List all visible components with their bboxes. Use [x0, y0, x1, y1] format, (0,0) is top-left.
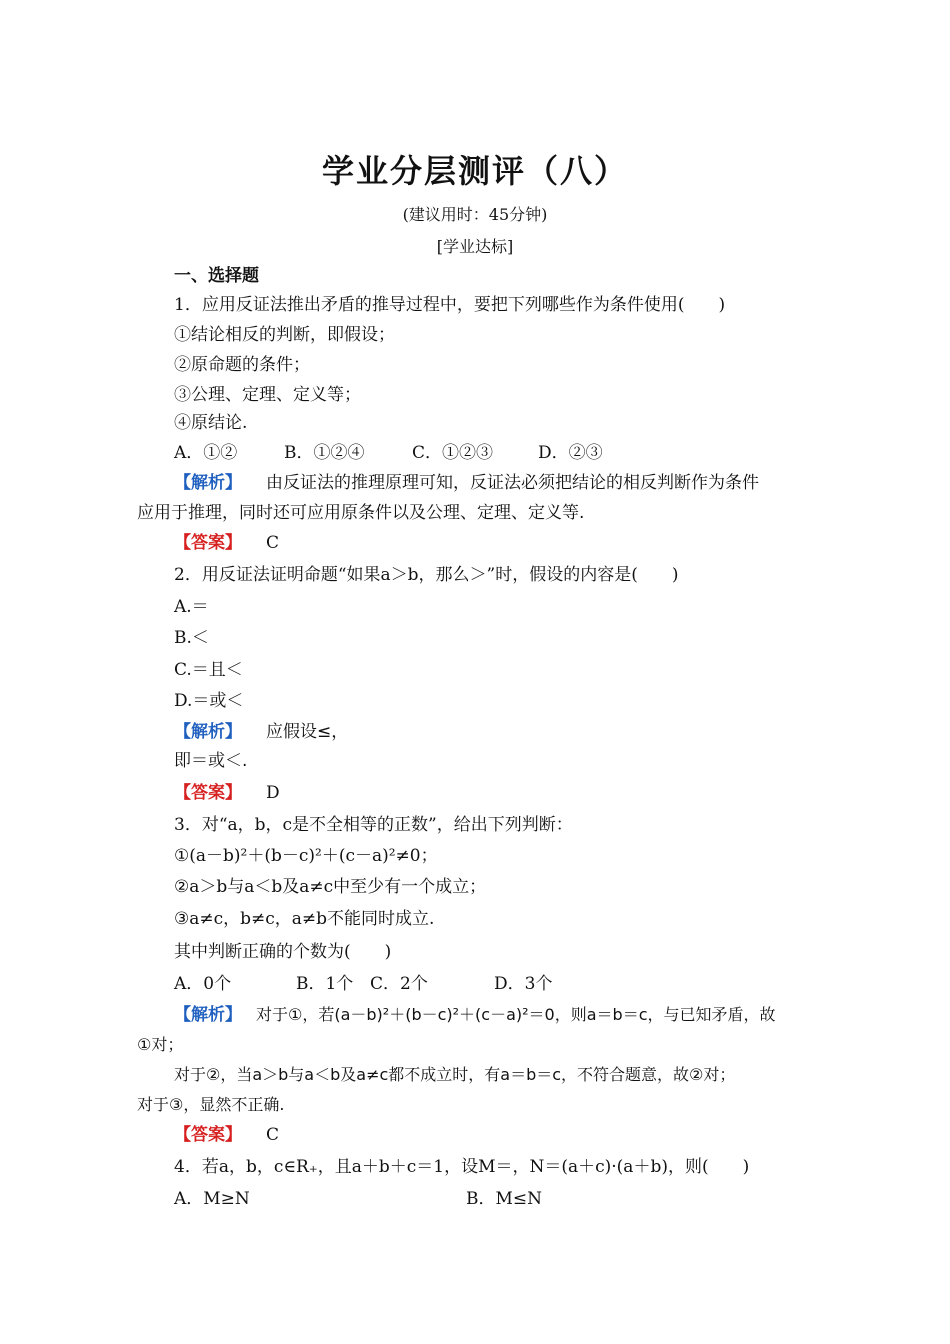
q2-option-a: A.＝: [174, 597, 209, 617]
q2-analysis-text-2: 即＝或＜.: [174, 751, 248, 771]
q4-option-a: A．M≥N: [174, 1189, 250, 1209]
q1-item-3: ③公理、定理、定义等；: [174, 385, 361, 405]
answer-tag: 【答案】: [174, 783, 242, 803]
q1-item-1: ①结论相反的判断，即假设；: [174, 325, 395, 345]
q1-answer-value: C: [266, 533, 280, 553]
q3-options: [174, 973, 552, 995]
q3-analysis-text-4: 对于③，显然不正确.: [137, 1095, 285, 1114]
q1-item-4: ④原结论.: [174, 413, 248, 433]
q2-answer: [174, 782, 280, 804]
q3-question: 其中判断正确的个数为( ): [174, 942, 392, 962]
answer-tag: 【答案】: [174, 533, 242, 553]
q1-option-d: D．②③: [538, 443, 603, 463]
q3-option-a: A．0个: [174, 974, 232, 994]
q3-analysis-text-3: 对于②，当a＞b与a＜b及a≠c都不成立时，有a＝b＝c，不符合题意，故②对；: [174, 1065, 736, 1084]
q3-option-d: D．3个: [494, 974, 553, 994]
analysis-tag: 【解析】: [174, 473, 242, 493]
q1-answer: [174, 532, 279, 554]
q1-analysis-text-1: 由反证法的推理原理可知，反证法必须把结论的相反判断作为条件: [266, 473, 759, 493]
q2-analysis: [174, 721, 348, 743]
q3-analysis: [174, 1004, 776, 1026]
q3-analysis-text-2: ①对；: [137, 1035, 184, 1054]
q4-options: [174, 1188, 542, 1210]
section-tag: [学业达标]: [436, 237, 514, 256]
time-note: (建议用时：45分钟): [402, 205, 548, 224]
page-title: 学业分层测评（八）: [321, 152, 628, 190]
q1-option-b: B．①②④: [284, 443, 365, 463]
q2-option-d: D.＝或＜: [174, 691, 244, 711]
section-heading: 一、选择题: [174, 266, 259, 286]
q2-analysis-text-1: 应假设≤，: [266, 722, 349, 742]
q4-stem: 4．若a，b，c∈R₊，且a＋b＋c＝1，设M＝，N＝(a＋c)·(a＋b)，则( ): [174, 1157, 750, 1177]
answer-tag: 【答案】: [174, 1125, 242, 1145]
q4-option-b: B．M≤N: [466, 1189, 543, 1209]
q1-item-2: ②原命题的条件；: [174, 355, 310, 375]
q1-analysis-text-2: 应用于推理，同时还可应用原条件以及公理、定理、定义等.: [137, 503, 585, 523]
analysis-tag: 【解析】: [174, 1005, 242, 1025]
q1-analysis: [174, 472, 759, 494]
q2-option-b: B.＜: [174, 628, 209, 648]
q2-stem: 2．用反证法证明命题“如果a＞b，那么＞”时，假设的内容是( ): [174, 565, 679, 585]
q2-option-c: C.＝且＜: [174, 660, 243, 680]
q3-stem: 3．对“a，b，c是不全相等的正数”，给出下列判断：: [174, 815, 573, 835]
q3-item-1: ①(a－b)²＋(b－c)²＋(c－a)²≠0；: [174, 846, 438, 866]
q1-option-c: C．①②③: [412, 443, 494, 463]
q3-item-2: ②a＞b与a＜b及a≠c中至少有一个成立；: [174, 877, 487, 897]
analysis-tag: 【解析】: [174, 722, 242, 742]
q3-option-c: C．2个: [370, 974, 428, 994]
q1-options: [174, 442, 603, 464]
q1-option-a: A．①②: [174, 443, 238, 463]
q3-answer-value: C: [266, 1125, 280, 1145]
q1-stem: 1．应用反证法推出矛盾的推导过程中，要把下列哪些作为条件使用( ): [174, 295, 726, 315]
q3-analysis-text-1: 对于①，若(a－b)²＋(b－c)²＋(c－a)²＝0，则a＝b＝c，与已知矛盾，故: [256, 1005, 776, 1024]
q2-answer-value: D: [266, 783, 280, 803]
q3-option-b: B．1个: [296, 974, 354, 994]
q3-item-3: ③a≠c，b≠c，a≠b不能同时成立.: [174, 909, 435, 929]
q3-answer: [174, 1124, 279, 1146]
